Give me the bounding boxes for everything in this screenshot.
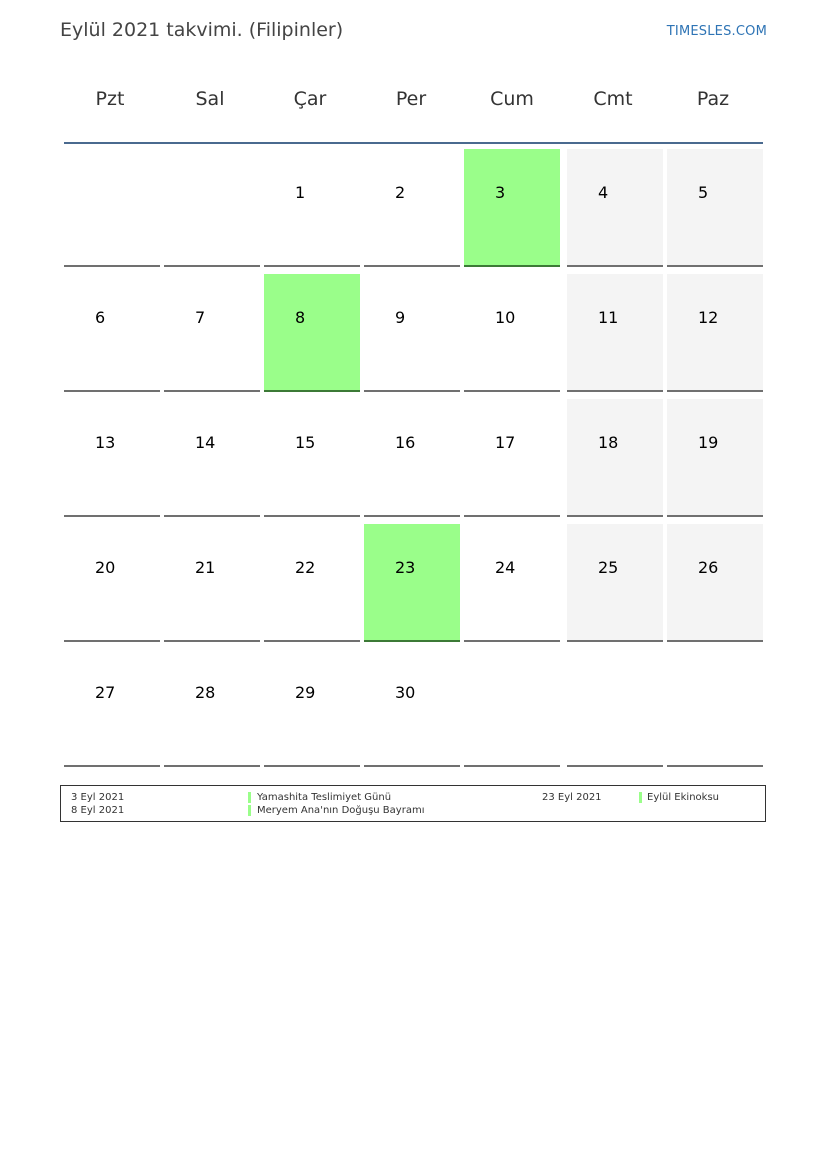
day-cell (464, 149, 560, 267)
day-cell (164, 524, 260, 642)
day-number: 13 (95, 433, 116, 452)
day-cell (464, 274, 560, 392)
day-number: 5 (698, 183, 709, 202)
weekday-thursday: Per (395, 88, 427, 110)
day-cell (164, 649, 260, 767)
page-title: Eylül 2021 takvimi. (Filipinler) (60, 19, 344, 41)
day-cell (464, 649, 560, 767)
day-number: 17 (495, 433, 516, 452)
day-cell (464, 524, 560, 642)
day-cell (464, 399, 560, 517)
day-cell (264, 399, 360, 517)
day-cell (64, 274, 160, 392)
day-number: 18 (598, 433, 619, 452)
day-number: 21 (195, 558, 216, 577)
legend-holiday-name: Meryem Ana'nın Doğuşu Bayramı (257, 805, 425, 816)
day-cell (567, 649, 663, 767)
day-cell (264, 524, 360, 642)
legend-date: 23 Eyl 2021 (542, 792, 602, 803)
day-cell (164, 149, 260, 267)
holiday-legend (60, 785, 766, 822)
day-number: 8 (295, 308, 306, 327)
day-cell (667, 149, 763, 267)
day-number: 12 (698, 308, 719, 327)
weekday-wednesday: Çar (293, 88, 327, 110)
legend-date: 3 Eyl 2021 (71, 792, 125, 803)
day-number: 28 (195, 683, 216, 702)
day-cell (264, 149, 360, 267)
legend-holiday-name: Eylül Ekinoksu (647, 792, 719, 803)
day-number: 3 (495, 183, 506, 202)
day-number: 30 (395, 683, 416, 702)
day-cell (64, 524, 160, 642)
day-number: 19 (698, 433, 719, 452)
day-cell (667, 649, 763, 767)
day-cell (567, 274, 663, 392)
day-number: 7 (195, 308, 206, 327)
day-cell (64, 399, 160, 517)
day-number: 11 (598, 308, 619, 327)
day-cell (667, 274, 763, 392)
legend-color-marker (639, 792, 642, 803)
legend-holiday-name: Yamashita Teslimiyet Günü (257, 792, 392, 803)
weekday-friday: Cum (490, 88, 534, 110)
weekday-saturday: Cmt (593, 88, 633, 110)
day-cell (567, 149, 663, 267)
day-cell (364, 524, 460, 642)
day-number: 10 (495, 308, 516, 327)
day-number: 6 (95, 308, 106, 327)
day-cell (364, 149, 460, 267)
legend-date: 8 Eyl 2021 (71, 805, 125, 816)
day-cell (64, 149, 160, 267)
day-number: 9 (395, 308, 406, 327)
weekday-monday: Pzt (95, 88, 125, 110)
day-cell (164, 399, 260, 517)
day-number: 2 (395, 183, 406, 202)
day-cell (667, 399, 763, 517)
day-number: 20 (95, 558, 116, 577)
day-number: 1 (295, 183, 306, 202)
day-cell (364, 274, 460, 392)
weekday-tuesday: Sal (195, 88, 225, 110)
day-number: 23 (395, 558, 416, 577)
day-number: 22 (295, 558, 316, 577)
day-cell (667, 524, 763, 642)
day-cell (364, 399, 460, 517)
day-cell (364, 649, 460, 767)
day-number: 27 (95, 683, 116, 702)
site-link[interactable]: TIMESLES.COM (666, 24, 767, 39)
day-cell (567, 399, 663, 517)
day-cell (567, 524, 663, 642)
day-number: 26 (698, 558, 719, 577)
day-cell (64, 649, 160, 767)
day-cell (264, 274, 360, 392)
day-number: 4 (598, 183, 609, 202)
weekday-sunday: Paz (696, 88, 730, 110)
day-number: 14 (195, 433, 216, 452)
legend-color-marker (248, 805, 251, 816)
legend-color-marker (248, 792, 251, 803)
day-number: 29 (295, 683, 316, 702)
day-number: 24 (495, 558, 516, 577)
day-cell (264, 649, 360, 767)
day-number: 16 (395, 433, 416, 452)
day-cell (164, 274, 260, 392)
day-number: 15 (295, 433, 316, 452)
day-number: 25 (598, 558, 619, 577)
